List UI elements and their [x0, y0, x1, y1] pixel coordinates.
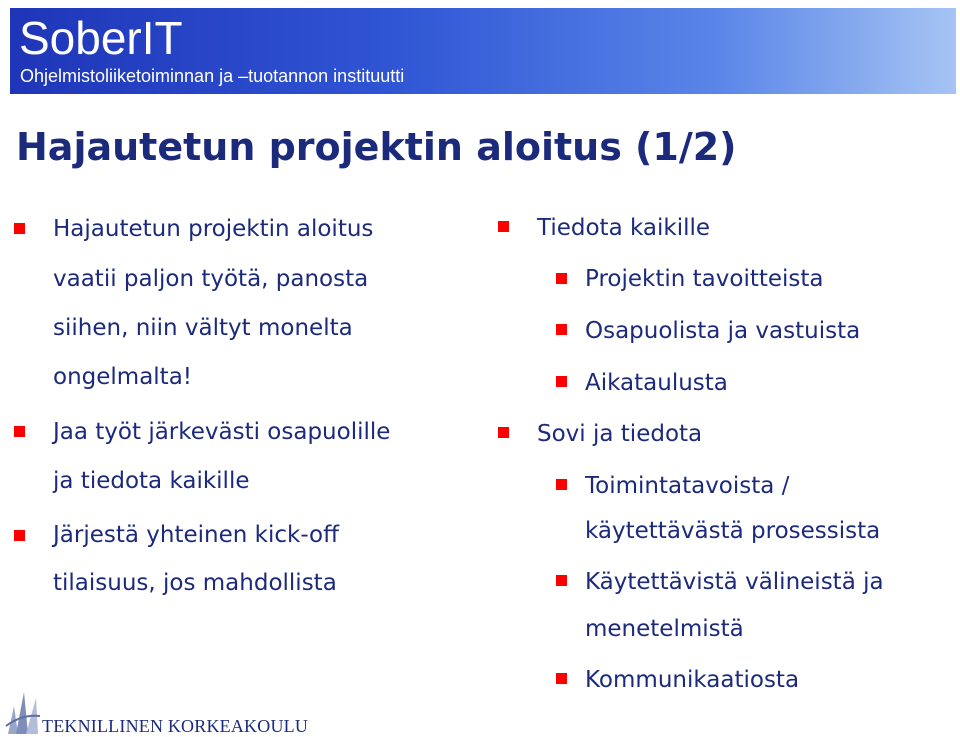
bullet-icon [498, 427, 509, 438]
list-item-line: Sovi ja tiedota [537, 421, 703, 447]
institution-name: TEKNILLINEN KORKEAKOULU [42, 716, 309, 736]
list-item-line: Järjestä yhteinen kick-off [53, 522, 339, 548]
bullet-icon [556, 273, 567, 284]
brand-name: SoberIT [19, 12, 183, 64]
header-banner [10, 8, 956, 94]
bullet-icon [14, 223, 25, 234]
list-item-line: siihen, niin vältyt monelta [53, 315, 353, 341]
list-item-line: ongelmalta! [53, 364, 193, 390]
bullet-icon [556, 376, 567, 387]
list-item-line: ja tiedota kaikille [53, 468, 250, 494]
bullet-icon [556, 575, 567, 586]
bullet-icon [14, 426, 25, 437]
sub-list-item-line: Projektin tavoitteista [585, 266, 824, 292]
sub-list-item-line: käytettävästä prosessista [585, 518, 881, 544]
sub-list-item-line: Kommunikaatiosta [585, 667, 800, 693]
slide-title: Hajautetun projektin aloitus (1/2) [16, 125, 737, 169]
bullet-icon [556, 479, 567, 490]
sub-list-item-line: Aikataulusta [585, 370, 728, 396]
sub-list-item-line: menetelmistä [585, 616, 744, 642]
list-item-line: Hajautetun projektin aloitus [53, 216, 374, 242]
bullet-icon [556, 324, 567, 335]
sub-list-item-line: Osapuolista ja vastuista [585, 318, 861, 344]
tkk-logo-icon [4, 686, 42, 736]
list-item-line: Jaa työt järkevästi osapuolille [53, 419, 391, 445]
list-item-line: tilaisuus, jos mahdollista [53, 570, 337, 596]
bullet-icon [498, 221, 509, 232]
bullet-icon [14, 530, 25, 541]
sub-list-item-line: Toimintatavoista / [585, 473, 790, 499]
institute-subtitle: Ohjelmistoliiketoiminnan ja –tuotannon instituutti [20, 66, 405, 86]
list-item-line: vaatii paljon työtä, panosta [53, 266, 369, 292]
bullet-icon [556, 673, 567, 684]
list-item-line: Tiedota kaikille [537, 215, 711, 241]
sub-list-item-line: Käytettävistä välineistä ja [585, 569, 884, 595]
